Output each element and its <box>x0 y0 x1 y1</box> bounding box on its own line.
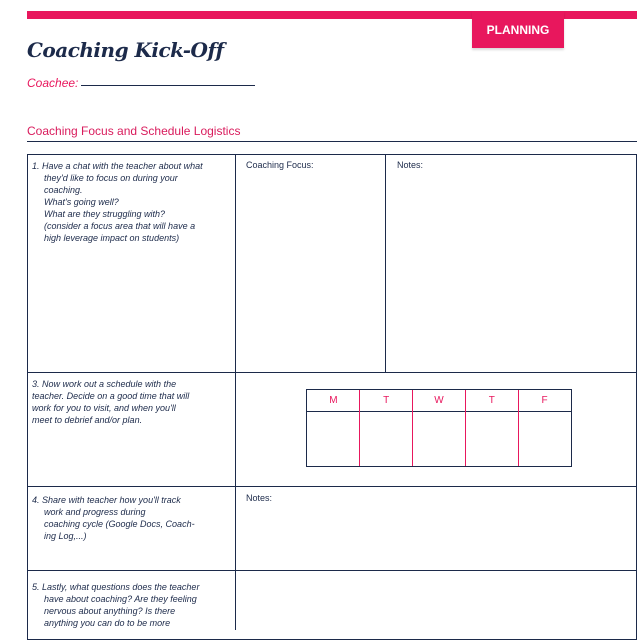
coachee-label: Coachee: <box>27 76 79 90</box>
page-title: Coaching Kick-Off <box>27 38 224 62</box>
step-1-line: (consider a focus area that will have a <box>44 221 196 231</box>
section-divider <box>27 141 637 142</box>
schedule-divider <box>518 390 519 466</box>
step-2-text <box>32 378 189 426</box>
step-1-line: 1. Have a chat with the teacher about what <box>32 161 203 171</box>
step-2-line: teacher. Decide on a good time that will <box>32 391 190 401</box>
step-1-line: coaching. <box>44 185 83 195</box>
day-thursday: T <box>488 395 495 406</box>
divider <box>385 154 386 373</box>
step-3-line: ing Log,...) <box>44 531 87 541</box>
notes-label: Notes: <box>397 160 424 170</box>
coaching-focus-label: Coaching Focus: <box>246 160 314 170</box>
schedule-divider <box>465 390 466 466</box>
step-1-text <box>32 160 203 244</box>
step-2-line: work for you to visit, and when you'll <box>32 403 176 413</box>
step-3-line: coaching cycle (Google Docs, Coach- <box>44 519 195 529</box>
planning-tab: PLANNING <box>472 11 564 48</box>
step-4-line: 5. Lastly, what questions does the teacher <box>32 582 200 592</box>
schedule-divider <box>359 390 360 466</box>
step-4-line: have about coaching? Are they feeling <box>44 594 197 604</box>
divider <box>235 570 236 630</box>
step-1-line: high leverage impact on students) <box>44 233 180 243</box>
notes-label: Notes: <box>246 493 273 503</box>
schedule-header <box>307 390 571 412</box>
step-4-text <box>32 581 199 629</box>
section-title: Coaching Focus and Schedule Logistics <box>27 124 241 138</box>
step-2-line: meet to debrief and/or plan. <box>32 415 143 425</box>
coachee-field[interactable] <box>81 85 255 86</box>
day-monday: M <box>329 395 338 406</box>
divider <box>235 486 236 571</box>
step-4-line: anything you can do to be more <box>44 618 171 628</box>
step-1-line: they'd like to focus on during your <box>44 173 178 183</box>
step-3-line: work and progress during <box>44 507 146 517</box>
step-3-text <box>32 494 195 542</box>
day-tuesday: T <box>383 395 390 406</box>
step-1-line: What's going well? <box>44 197 119 207</box>
day-wednesday: W <box>434 395 444 406</box>
step-4-line: nervous about anything? Is there <box>44 606 176 616</box>
step-2-line: 3. Now work out a schedule with the <box>32 379 177 389</box>
schedule-divider <box>412 390 413 466</box>
schedule-grid <box>306 389 572 467</box>
day-friday: F <box>541 395 548 406</box>
step-3-line: 4. Share with teacher how you'll track <box>32 495 181 505</box>
divider <box>235 154 236 373</box>
divider <box>235 372 236 487</box>
step-1-line: What are they struggling with? <box>44 209 166 219</box>
